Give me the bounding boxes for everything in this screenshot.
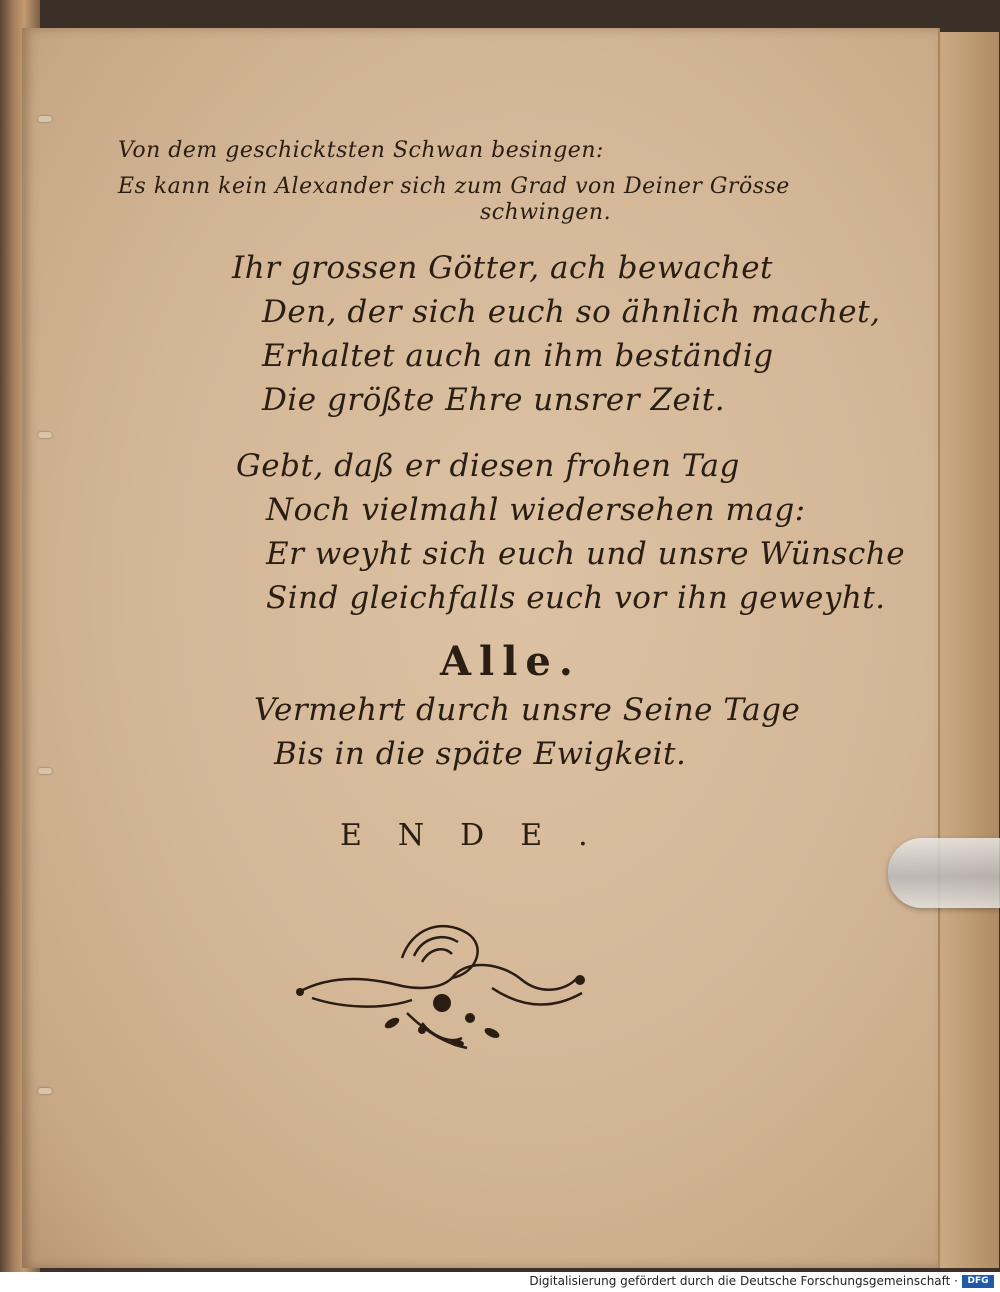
intro-line-2: Es kann kein Alexander sich zum Grad von Deiner Grösse: [118, 174, 790, 199]
stanza2-line-4: Sind gleichfalls euch vor ihn geweyht.: [266, 580, 886, 616]
footer-bar: [0, 1272, 1000, 1292]
stanza2-line-1: Gebt, daß er diesen frohen Tag: [236, 448, 740, 484]
chorus-line-1: Vermehrt durch unsre Seine Tage: [254, 692, 801, 728]
stanza1-line-4: Die größte Ehre unsrer Zeit.: [262, 382, 726, 418]
dfg-logo: DFG: [962, 1275, 994, 1288]
footer-credit: Digitalisierung gefördert durch die Deutsche Forschungsgemeinschaft ·: [529, 1274, 958, 1288]
stanza2-line-3: Er weyht sich euch und unsre Wünsche: [266, 536, 906, 572]
stanza1-line-3: Erhaltet auch an ihm beständig: [262, 338, 774, 374]
stanza1-line-1: Ihr grossen Götter, ach bewachet: [232, 250, 774, 286]
ende-text: ENDE.: [340, 818, 624, 853]
intro-line-3: schwingen.: [480, 200, 612, 225]
chorus-heading: Alle.: [440, 638, 581, 685]
intro-line-1: Von dem geschicktsten Schwan besingen:: [118, 138, 604, 163]
binding-stitch: [38, 432, 52, 438]
binding-stitch: [38, 768, 52, 774]
binding-stitch: [38, 116, 52, 122]
stanza1-line-2: Den, der sich euch so ähnlich machet,: [262, 294, 881, 330]
book-page: [22, 28, 940, 1268]
chorus-line-2: Bis in die späte Ewigkeit.: [274, 736, 687, 772]
binding-stitch: [38, 1088, 52, 1094]
page-clip: [888, 838, 1000, 908]
stanza2-line-2: Noch vielmahl wiedersehen mag:: [266, 492, 806, 528]
ornament-vignette: [292, 918, 592, 1058]
